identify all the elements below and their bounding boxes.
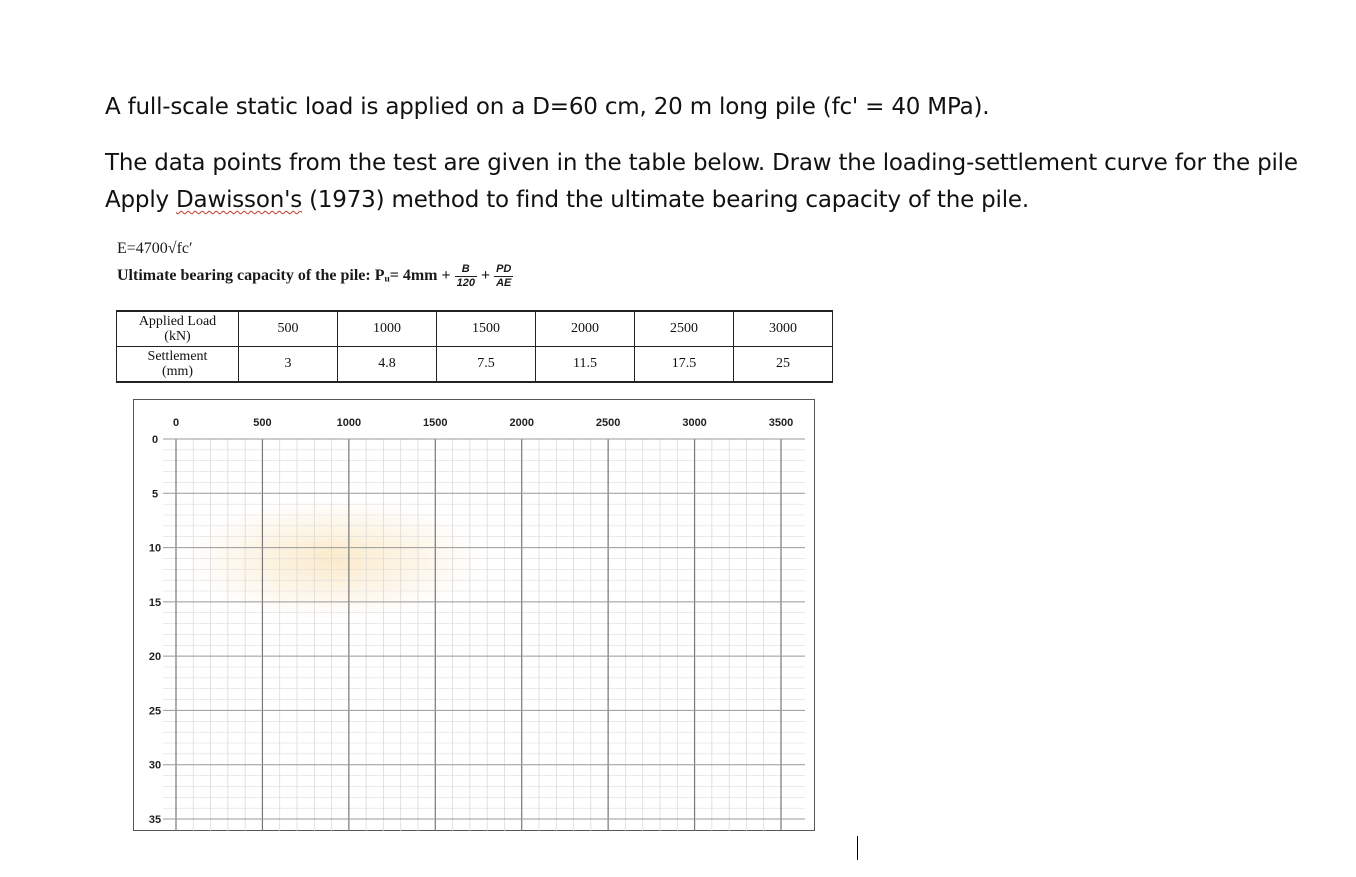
spellcheck-flagged-word[interactable]: Dawisson's — [176, 187, 302, 213]
table-cell: 3000 — [734, 311, 833, 347]
table-cell: 2000 — [536, 311, 635, 347]
graph-border — [134, 400, 815, 831]
table-cell: 1500 — [437, 311, 536, 347]
load-header-unit: (kN) — [164, 329, 191, 344]
problem-statement-line-1: A full-scale static load is applied on a D=60 cm, 20 m long pile (fc' = 40 MPa). — [105, 94, 990, 120]
text-cursor — [857, 836, 858, 860]
table-cell: 25 — [734, 347, 833, 383]
load-header-cell — [117, 311, 239, 347]
y-tick-label: 25 — [148, 705, 162, 718]
load-header-text: Applied Load — [138, 314, 217, 329]
line3-text-end: (1973) method to find the ultimate bearing capacity of the pile. — [301, 187, 1029, 213]
line3-text-start: Apply — [105, 187, 177, 213]
fraction1-numerator: B — [455, 263, 477, 277]
fraction-b-over-120 — [455, 263, 477, 290]
fraction2-numerator: PD — [496, 263, 512, 275]
fraction-pd-over-ae — [494, 263, 513, 290]
fraction2-denominator: AE — [496, 277, 512, 289]
table-cell: 3 — [239, 347, 338, 383]
capacity-formula-prefix: Ultimate bearing capacity of the pile: Pᵤ= 4mm + — [117, 267, 451, 285]
modulus-formula: E=4700√fc′ — [117, 240, 193, 257]
x-tick-label: 1000 — [336, 417, 362, 429]
x-tick-label: 0 — [172, 417, 180, 429]
problem-statement-line-3 — [105, 187, 1029, 213]
table-cell: 500 — [239, 311, 338, 347]
table-cell: 7.5 — [437, 347, 536, 383]
settlement-header-unit: (mm) — [161, 364, 194, 379]
y-tick-label: 20 — [148, 651, 162, 664]
table-row-settlement — [117, 347, 833, 383]
x-tick-label: 2500 — [595, 417, 621, 429]
capacity-formula — [117, 263, 513, 290]
x-tick-label: 1500 — [423, 417, 448, 429]
fraction1-denominator: 120 — [456, 277, 475, 289]
settlement-header-cell — [117, 347, 239, 383]
load-settlement-graph-paper — [133, 399, 815, 841]
plus-sign: + — [480, 267, 491, 285]
table-cell: 2500 — [635, 311, 734, 347]
x-tick-label: 2000 — [509, 417, 534, 429]
y-tick-label: 10 — [148, 542, 162, 555]
table-row-load — [117, 311, 833, 347]
load-settlement-table — [116, 310, 833, 383]
x-tick-label: 3000 — [682, 417, 707, 429]
problem-statement-line-2: The data points from the test are given in the table below. Draw the loading-settlement curve for the pile — [105, 150, 1298, 176]
table-cell: 1000 — [338, 311, 437, 347]
y-tick-label: 30 — [148, 759, 162, 772]
settlement-header-text: Settlement — [147, 349, 208, 364]
x-tick-label: 3500 — [768, 417, 794, 429]
y-tick-label: 35 — [148, 814, 162, 826]
table-cell: 4.8 — [338, 347, 437, 383]
table-cell: 17.5 — [635, 347, 734, 383]
x-tick-label: 500 — [253, 417, 272, 429]
y-tick-label: 15 — [148, 596, 162, 609]
table-cell: 11.5 — [536, 347, 635, 383]
y-tick-label: 0 — [151, 434, 159, 446]
y-tick-label: 5 — [151, 488, 159, 501]
